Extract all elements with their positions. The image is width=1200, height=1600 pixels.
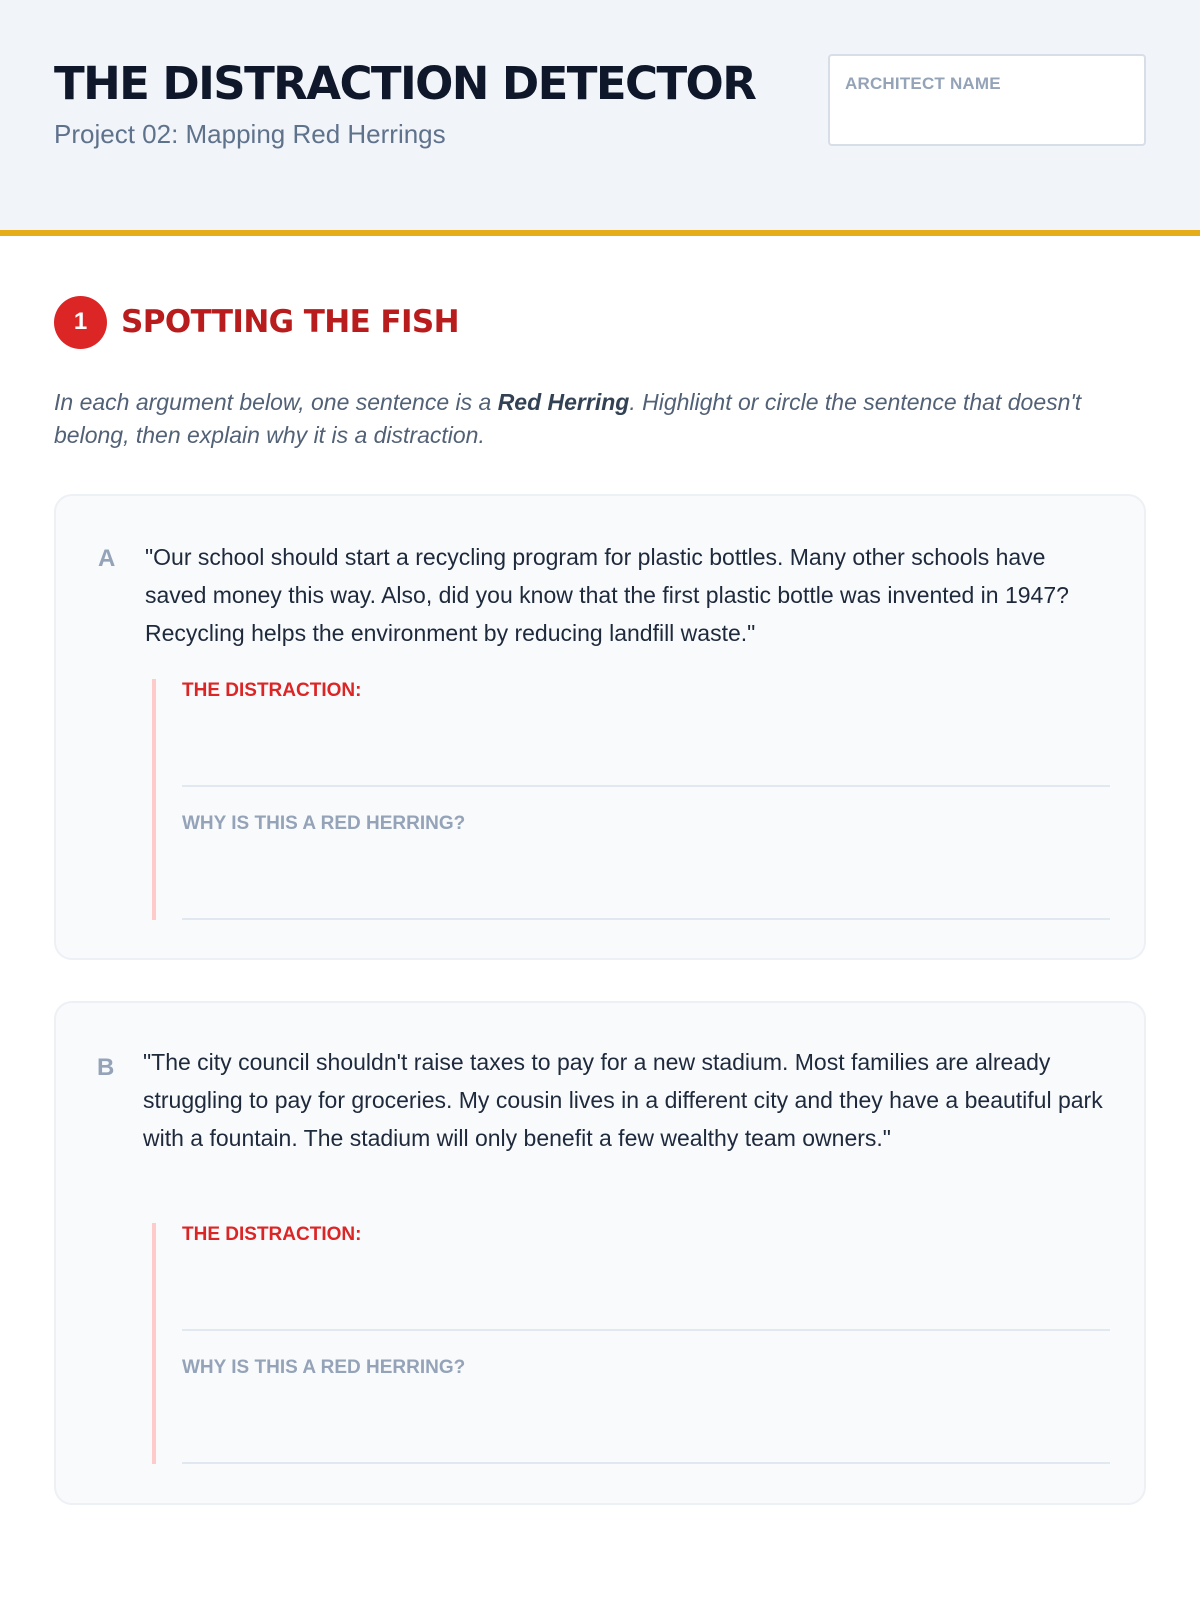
- argument-letter: A: [98, 545, 116, 572]
- section-number-badge: 1: [54, 296, 107, 349]
- argument-letter: B: [97, 1054, 115, 1081]
- argument-card-a: [54, 494, 1146, 960]
- section-title: SPOTTING THE FISH: [121, 304, 459, 340]
- distraction-label: THE DISTRACTION:: [182, 1224, 362, 1245]
- project-subtitle: Project 02: Mapping Red Herrings: [54, 119, 446, 149]
- why-red-herring-label: WHY IS THIS A RED HERRING?: [182, 1357, 466, 1378]
- worksheet-header: [0, 0, 1200, 236]
- answer-area: [152, 679, 1110, 920]
- why-red-herring-label: WHY IS THIS A RED HERRING?: [182, 813, 466, 834]
- architect-name-label: ARCHITECT NAME: [845, 74, 1001, 93]
- distraction-answer-line[interactable]: [182, 785, 1110, 787]
- argument-card-b: [54, 1001, 1146, 1505]
- argument-text: "The city council shouldn't raise taxes to pay for a new stadium. Most families are already struggling to pay for groceries. My cousin lives in a different city and they have a beautiful park with a fountain. The stadium will only benefit a few wealthy team owners.": [143, 1049, 1103, 1151]
- why-answer-line[interactable]: [182, 918, 1110, 920]
- worksheet-title: THE DISTRACTION DETECTOR: [54, 57, 756, 110]
- instructions-text-end: . Highlight or circle the sentence that doesn't belong, then explain why it is a distraction.: [54, 389, 1082, 448]
- why-answer-line[interactable]: [182, 1462, 1110, 1464]
- section-instructions: [54, 386, 1146, 452]
- distraction-answer-line[interactable]: [182, 1329, 1110, 1331]
- instructions-text-start: In each argument below, one sentence is a: [54, 389, 498, 415]
- instructions-emphasis: Red Herring: [497, 389, 630, 415]
- distraction-label: THE DISTRACTION:: [182, 680, 362, 701]
- answer-area: [152, 1223, 1110, 1464]
- section-header: [54, 296, 459, 348]
- argument-text: "Our school should start a recycling program for plastic bottles. Many other schools have saved money this way. Also, did you know that the first plastic bottle was invented in 1947? Recycling helps the environment by reducing landfill waste.": [145, 544, 1069, 646]
- architect-name-field[interactable]: [828, 54, 1146, 146]
